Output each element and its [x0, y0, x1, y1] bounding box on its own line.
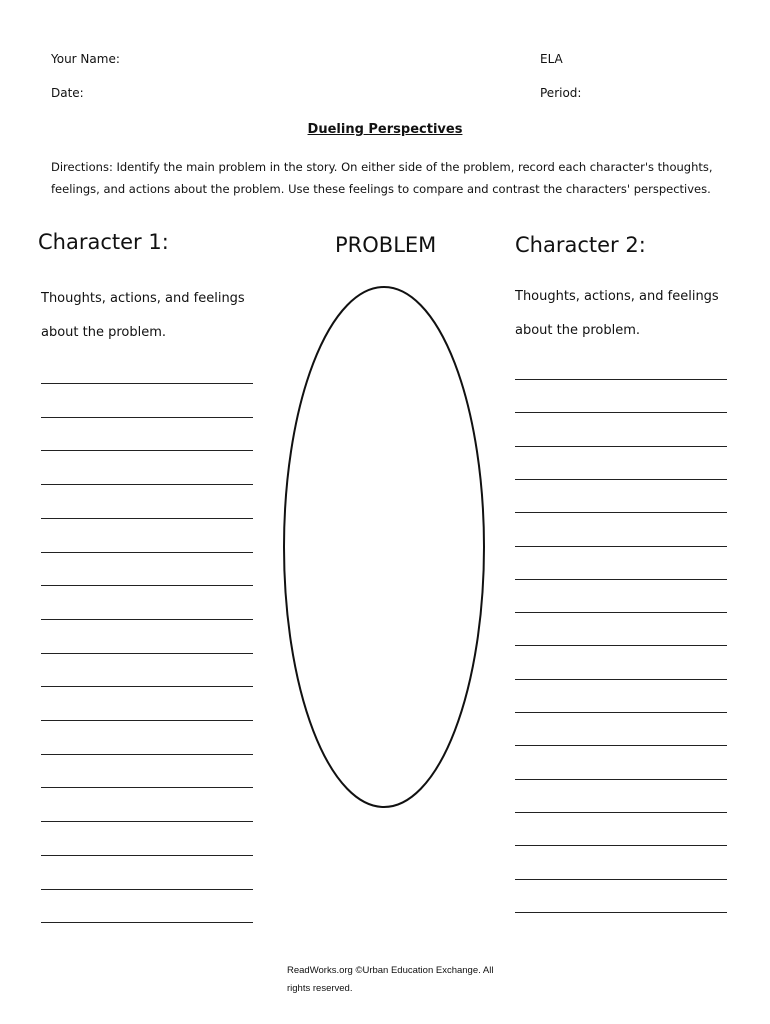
writing-line	[515, 712, 727, 713]
character-2-heading: Character 2:	[515, 233, 646, 257]
writing-line	[41, 855, 253, 856]
writing-line	[515, 612, 727, 613]
writing-line	[515, 512, 727, 513]
writing-line	[41, 417, 253, 418]
character-1-prompt: Thoughts, actions, and feelings about the problem.	[41, 291, 245, 340]
writing-line	[515, 745, 727, 746]
writing-line	[41, 484, 253, 485]
page-title: Dueling Perspectives	[307, 122, 463, 137]
writing-line	[515, 446, 727, 447]
writing-line	[515, 845, 727, 846]
writing-line	[41, 653, 253, 654]
writing-line	[41, 619, 253, 620]
writing-line	[515, 679, 727, 680]
character-2-prompt: Thoughts, actions, and feelings about the problem.	[515, 289, 719, 338]
writing-line	[41, 720, 253, 721]
writing-line	[515, 579, 727, 580]
writing-line	[515, 379, 727, 380]
writing-line	[41, 552, 253, 553]
copyright-footer: ReadWorks.org ©Urban Education Exchange. All rights reserved.	[287, 965, 494, 994]
problem-oval	[279, 283, 489, 813]
writing-line	[515, 879, 727, 880]
writing-line	[41, 787, 253, 788]
writing-line	[41, 383, 253, 384]
writing-line	[515, 779, 727, 780]
date-label: Date:	[51, 86, 84, 100]
writing-line	[515, 546, 727, 547]
writing-line	[515, 645, 727, 646]
writing-line	[41, 518, 253, 519]
writing-line	[41, 450, 253, 451]
writing-line	[41, 821, 253, 822]
directions-text: Directions: Identify the main problem in the story. On either side of the problem, record each character's thoughts, feelings, and actions about the problem. Use these feelings to compare and contrast the characters' perspectives.	[51, 160, 713, 196]
writing-line	[41, 754, 253, 755]
writing-line	[515, 912, 727, 913]
writing-line	[41, 889, 253, 890]
writing-line	[515, 812, 727, 813]
writing-line	[41, 686, 253, 687]
writing-line	[41, 585, 253, 586]
writing-line	[515, 479, 727, 480]
character-1-heading: Character 1:	[38, 230, 169, 254]
writing-line	[41, 922, 253, 923]
period-label: Period:	[540, 86, 582, 100]
problem-heading: PROBLEM	[335, 233, 437, 257]
subject-label: ELA	[540, 52, 563, 66]
name-label: Your Name:	[51, 52, 120, 66]
writing-line	[515, 412, 727, 413]
